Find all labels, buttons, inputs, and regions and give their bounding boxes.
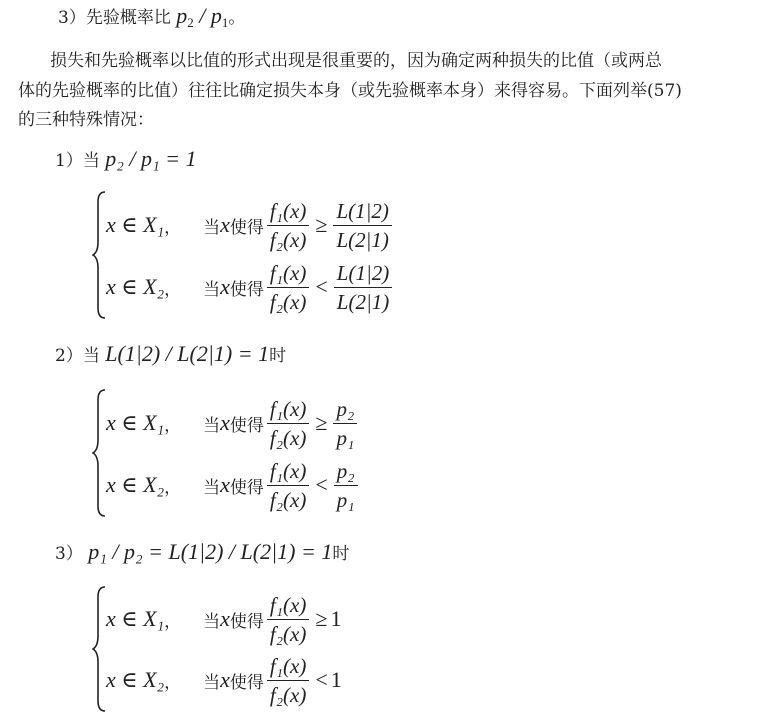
likelihood-ratio: $\frac{\text{f₁(x)}}{\text{f₂(x)}}$ [267, 260, 309, 315]
case-1-row-1: x ∈ X₁ ， 当 x 使得 $\frac{\text{f₁(x)}}{\text{f₂(x)}}$ ≥ $\frac{L(1|2)}{L(2|1)}$ [106, 196, 395, 254]
heading-period: 。 [228, 8, 246, 28]
likelihood-ratio: $\frac{\text{f₁(x)}}{\text{f₂(x)}}$ [267, 198, 309, 253]
heading-number: 3） [58, 8, 86, 28]
relation-sign: ≥ [315, 410, 328, 435]
case-2-row-1: x ∈ X₁ ， 当 x 使得 $\frac{\text{f₁(x)}}{\text{f₂(x)}}$ ≥ $\frac{\text{p₂}}{\text{p₁}}$ [106, 394, 360, 452]
case-1-system [92, 190, 512, 320]
likelihood-ratio: $\frac{\text{f₁(x)}}{\text{f₂(x)}}$ [267, 396, 309, 451]
prior-ratio: $\frac{\text{p₂}}{\text{p₁}}$ [334, 458, 358, 513]
prior-ratio: $\frac{\text{p₂}}{\text{p₁}}$ [333, 396, 357, 451]
relation-sign: ≥ [315, 606, 328, 631]
set-label: X₂ [143, 274, 165, 299]
relation-sign: < [315, 472, 328, 497]
case-3-row-2: x ∈ X₂ ， 当 x 使得 $\frac{\text{f₁(x)}}{\text{f₂(x)}}$ < 1 [106, 653, 342, 707]
set-label: X₁ [143, 410, 165, 435]
case-2-row-2: x ∈ X₂ ， 当 x 使得 $\frac{\text{f₁(x)}}{\text{f₂(x)}}$ < $\frac{\text{p₂}}{\text{p₁}}$ [106, 456, 361, 514]
heading-text: 先验概率比 [85, 8, 171, 28]
set-label: X₁ [143, 212, 165, 237]
likelihood-ratio: $\frac{\text{f₁(x)}}{\text{f₂(x)}}$ [267, 458, 309, 513]
case-1-condition: p₂ / p₁ = 1 [105, 146, 197, 171]
paragraph-line-3: 的三种特殊情况： [18, 110, 154, 130]
case-2-condition: L(1|2) / L(2|1) = 1 [105, 341, 270, 366]
paragraph-line-2: 体的先验概率的比值）往往比确定损失本身（或先验概率本身）来得容易。下面列举(57) [18, 81, 682, 101]
case-3-label: 3） p₁ / p₂ = L(1|2) / L(2|1) = 1时 [55, 539, 350, 564]
threshold-ratio: $\frac{L(1|2)}{L(2|1)}$ [334, 260, 392, 315]
likelihood-ratio: $\frac{\text{f₁(x)}}{\text{f₂(x)}}$ [267, 592, 309, 647]
heading-math: $p_2 / p_1$ [176, 3, 229, 30]
threshold-one: 1 [330, 606, 342, 631]
case-3-condition: p₁ / p₂ = L(1|2) / L(2|1) = 1 [88, 539, 333, 564]
relation-sign: < [315, 274, 328, 299]
threshold-one: 1 [330, 667, 342, 692]
paragraph-line-1: 损失和先验概率以比值的形式出现是很重要的，因为确定两种损失的比值（或两总 [50, 51, 662, 71]
case-2-label: 2）当 L(1|2) / L(2|1) = 1时 [55, 341, 287, 366]
set-label: X₂ [143, 667, 165, 692]
relation-sign: < [315, 667, 328, 692]
relation-sign: ≥ [315, 212, 328, 237]
case-3-row-1: x ∈ X₁ ， 当 x 使得 $\frac{\text{f₁(x)}}{\text{f₂(x)}}$ ≥ 1 [106, 592, 342, 646]
set-label: X₂ [143, 472, 165, 497]
heading-ratio [58, 2, 245, 37]
case-1-row-2: x ∈ X₂ ， 当 x 使得 $\frac{\text{f₁(x)}}{\text{f₂(x)}}$ < $\frac{L(1|2)}{L(2|1)}$ [106, 258, 395, 316]
case-1-label: 1）当 p₂ / p₁ = 1 [55, 146, 197, 171]
likelihood-ratio: $\frac{\text{f₁(x)}}{\text{f₂(x)}}$ [267, 653, 309, 708]
case-2-system [92, 388, 512, 518]
case-3-system [92, 585, 512, 715]
threshold-ratio: $\frac{L(1|2)}{L(2|1)}$ [333, 198, 391, 253]
set-label: X₁ [143, 606, 165, 631]
